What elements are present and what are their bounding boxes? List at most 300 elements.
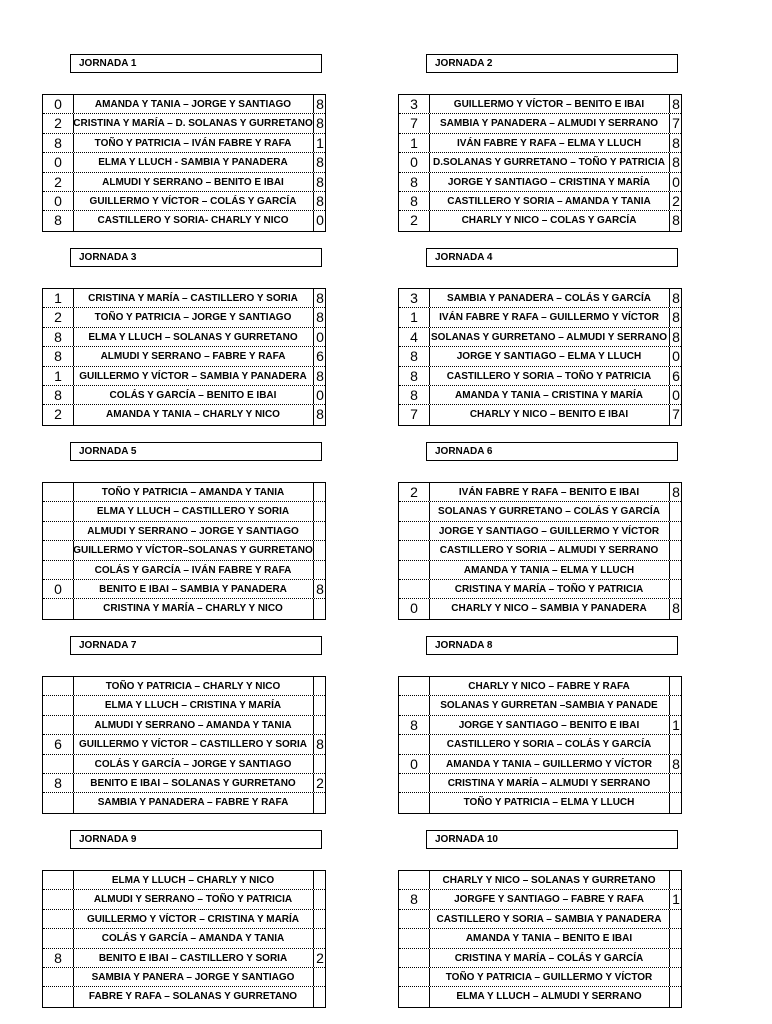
home-score: 8 <box>54 134 62 151</box>
match-row <box>399 405 681 424</box>
match-label: AMANDA Y TANIA – JORGE Y SANTIAGO <box>94 99 292 110</box>
match-label: AMANDA Y TANIA – BENITO E IBAI <box>465 933 633 945</box>
home-score <box>43 987 73 1006</box>
match-label: CRISTINA Y MARÍA – CHARLY Y NICO <box>103 603 283 615</box>
match-row <box>43 289 325 308</box>
matches-table <box>42 94 326 232</box>
home-score: 0 <box>410 755 418 772</box>
matches-table <box>42 482 326 620</box>
match-row <box>399 949 681 968</box>
match-label: TOÑO Y PATRICIA – JORGE Y SANTIAGO <box>94 312 292 324</box>
home-score <box>43 890 73 908</box>
match-row <box>399 929 681 948</box>
match-label: TOÑO Y PATRICIA – ELMA Y LLUCH <box>463 797 635 809</box>
matches-table <box>398 482 682 620</box>
home-score <box>399 793 429 812</box>
match-row <box>43 774 325 793</box>
home-score <box>399 968 429 986</box>
home-score <box>43 561 73 579</box>
away-score <box>313 968 327 986</box>
match-row <box>43 716 325 735</box>
match-row <box>399 735 681 754</box>
away-score: 2 <box>316 949 324 966</box>
match-label: CASTILLERO Y SORIA- CHARLY Y NICO <box>97 215 289 227</box>
match-row <box>399 153 681 172</box>
match-row <box>43 580 325 599</box>
match-label: TOÑO Y PATRICIA – GUILLERMO Y VÍCTOR <box>445 971 653 983</box>
home-score: 2 <box>410 212 418 229</box>
match-row <box>399 580 681 599</box>
away-score: 8 <box>316 367 324 384</box>
away-score <box>669 871 683 889</box>
match-label: CASTILLERO Y SORIA – COLÁS Y GARCÍA <box>446 739 652 751</box>
jornada-title: JORNADA 3 <box>70 248 322 267</box>
match-row <box>399 211 681 230</box>
home-score <box>43 522 73 540</box>
away-score <box>313 755 327 773</box>
home-score <box>43 483 73 501</box>
match-row <box>43 793 325 812</box>
home-score: 4 <box>410 328 418 345</box>
match-label: COLÁS Y GARCÍA – AMANDA Y TANIA <box>101 933 285 945</box>
home-score: 7 <box>410 115 418 132</box>
home-score <box>43 599 73 618</box>
match-row <box>43 134 325 153</box>
away-score <box>313 541 327 559</box>
away-score <box>669 929 683 947</box>
match-label: ELMA Y LLUCH – CRISTINA Y MARÍA <box>104 700 282 712</box>
matches-table <box>42 288 326 426</box>
home-score <box>43 968 73 986</box>
match-label: GUILLERMO Y VÍCTOR – CASTILLERO Y SORIA <box>79 739 307 751</box>
match-row <box>43 114 325 133</box>
match-row <box>43 949 325 968</box>
away-score: 1 <box>672 716 680 733</box>
away-score <box>669 580 683 598</box>
match-label: ALMUDI Y SERRANO – BENITO E IBAI <box>102 176 284 188</box>
away-score <box>669 949 683 967</box>
match-label: ELMA Y LLUCH – CASTILLERO Y SORIA <box>96 506 290 518</box>
match-label: IVÁN FABRE Y RAFA – BENITO E IBAI <box>458 487 640 498</box>
match-label: CHARLY Y NICO – COLAS Y GARCÍA <box>461 215 637 227</box>
match-row <box>399 968 681 987</box>
jornada-title: JORNADA 5 <box>70 442 322 461</box>
home-score: 7 <box>410 406 418 423</box>
home-score <box>399 677 429 695</box>
jornada-title: JORNADA 2 <box>426 54 678 73</box>
away-score: 8 <box>316 736 324 753</box>
match-label: GUILLERMO Y VÍCTOR – CRISTINA Y MARÍA <box>86 913 300 925</box>
away-score: 2 <box>672 192 680 209</box>
home-score <box>399 502 429 520</box>
match-label: SOLANAS Y GURRETANO – COLÁS Y GARCÍA <box>438 506 660 518</box>
home-score <box>399 735 429 753</box>
match-label: CHARLY Y NICO – SOLANAS Y GURRETANO <box>442 875 656 886</box>
match-row <box>399 677 681 696</box>
match-row <box>399 134 681 153</box>
match-label: JORGFE Y SANTIAGO – FABRE Y RAFA <box>454 894 644 906</box>
match-row <box>399 483 681 502</box>
match-row <box>43 502 325 521</box>
match-row <box>43 871 325 890</box>
away-score: 8 <box>672 484 680 500</box>
home-score <box>399 987 429 1006</box>
match-label: JORGE Y SANTIAGO – CRISTINA Y MARÍA <box>447 176 651 188</box>
match-label: ELMA Y LLUCH – CHARLY Y NICO <box>111 875 275 886</box>
match-row <box>43 599 325 618</box>
home-score <box>43 793 73 812</box>
match-label: D.SOLANAS Y GURRETANO – TOÑO Y PATRICIA <box>433 157 665 169</box>
match-label: ELMA Y LLUCH – SOLANAS Y GURRETANO <box>88 331 298 343</box>
matches-table <box>42 870 326 1008</box>
match-label: COLÁS Y GARCÍA – BENITO E IBAI <box>109 389 277 401</box>
match-label: JORGE Y SANTIAGO – GUILLERMO Y VÍCTOR <box>438 525 660 537</box>
match-label: SAMBIA Y PANADERA – FABRE Y RAFA <box>97 797 289 809</box>
matches-table <box>398 288 682 426</box>
match-label: CASTILLERO Y SORIA – AMANDA Y TANIA <box>447 195 651 207</box>
home-score: 2 <box>54 115 62 132</box>
away-score: 6 <box>672 367 680 384</box>
home-score <box>399 774 429 792</box>
match-row <box>399 910 681 929</box>
match-row <box>43 173 325 192</box>
home-score: 1 <box>54 290 62 306</box>
home-score <box>399 522 429 540</box>
match-label: GUILLERMO Y VÍCTOR – BENITO E IBAI <box>453 99 645 110</box>
match-row <box>43 735 325 754</box>
away-score <box>313 890 327 908</box>
home-score <box>43 677 73 695</box>
home-score: 0 <box>410 154 418 171</box>
match-row <box>43 386 325 405</box>
match-row <box>43 561 325 580</box>
away-score <box>313 716 327 734</box>
match-row <box>399 95 681 114</box>
match-label: SAMBIA Y PANADERA – ALMUDI Y SERRANO <box>440 118 658 130</box>
away-score: 8 <box>672 328 680 345</box>
match-row <box>399 192 681 211</box>
match-label: ALMUDI Y SERRANO – JORGE Y SANTIAGO <box>87 525 299 537</box>
home-score: 8 <box>54 774 62 791</box>
match-label: COLÁS Y GARCÍA – JORGE Y SANTIAGO <box>94 758 292 770</box>
match-label: CHARLY Y NICO – BENITO E IBAI <box>469 409 629 421</box>
match-label: CRISTINA Y MARÍA – ALMUDI Y SERRANO <box>447 777 651 789</box>
away-score: 1 <box>316 134 324 151</box>
home-score <box>43 696 73 714</box>
match-label: GUILLERMO Y VÍCTOR – SAMBIA Y PANADERA <box>79 370 307 382</box>
home-score: 8 <box>410 367 418 384</box>
home-score: 8 <box>410 386 418 403</box>
home-score <box>399 949 429 967</box>
home-score: 8 <box>54 212 62 229</box>
jornada-title: JORNADA 10 <box>426 830 678 849</box>
away-score <box>313 677 327 695</box>
match-row <box>399 347 681 366</box>
match-label: GUILLERMO Y VÍCTOR – COLÁS Y GARCÍA <box>89 195 297 207</box>
away-score <box>669 541 683 559</box>
match-row <box>43 541 325 560</box>
match-row <box>399 987 681 1006</box>
home-score: 8 <box>410 348 418 365</box>
match-row <box>43 367 325 386</box>
home-score: 0 <box>54 192 62 209</box>
match-row <box>43 987 325 1006</box>
match-row <box>43 929 325 948</box>
away-score: 8 <box>672 134 680 151</box>
home-score <box>43 871 73 889</box>
match-row <box>43 328 325 347</box>
match-label: SOLANAS Y GURRETAN –SAMBIA Y PANADE <box>440 700 658 712</box>
match-row <box>399 696 681 715</box>
match-row <box>43 677 325 696</box>
jornada-title: JORNADA 1 <box>70 54 322 73</box>
away-score: 8 <box>316 406 324 423</box>
away-score <box>669 774 683 792</box>
match-label: SAMBIA Y PANERA – JORGE Y SANTIAGO <box>91 971 295 983</box>
away-score <box>313 483 327 501</box>
away-score: 0 <box>672 173 680 190</box>
match-label: CRISTINA Y MARÍA – COLÁS Y GARCÍA <box>454 952 644 964</box>
away-score <box>669 910 683 928</box>
away-score <box>313 502 327 520</box>
home-score: 1 <box>54 367 62 384</box>
match-row <box>399 502 681 521</box>
match-row <box>399 328 681 347</box>
home-score: 8 <box>410 891 418 908</box>
home-score: 8 <box>410 192 418 209</box>
match-row <box>399 716 681 735</box>
match-row <box>399 289 681 308</box>
match-label: TOÑO Y PATRICIA – AMANDA Y TANIA <box>101 487 285 498</box>
match-label: FABRE Y RAFA – SOLANAS Y GURRETANO <box>88 991 298 1003</box>
away-score: 8 <box>672 755 680 772</box>
home-score: 1 <box>410 309 418 326</box>
match-row <box>43 755 325 774</box>
match-row <box>43 890 325 909</box>
home-score: 0 <box>54 96 62 112</box>
home-score: 0 <box>54 154 62 171</box>
matches-table <box>42 676 326 814</box>
away-score <box>669 677 683 695</box>
match-label: IVÁN FABRE Y RAFA – GUILLERMO Y VÍCTOR <box>439 312 659 324</box>
match-label: ELMA Y LLUCH – ALMUDI Y SERRANO <box>456 991 642 1003</box>
match-row <box>43 968 325 987</box>
matches-table <box>398 676 682 814</box>
match-row <box>43 910 325 929</box>
home-score <box>399 910 429 928</box>
away-score: 0 <box>672 386 680 403</box>
away-score <box>313 696 327 714</box>
match-label: BENITO E IBAI – CASTILLERO Y SORIA <box>98 952 288 964</box>
away-score: 7 <box>672 115 680 132</box>
home-score <box>399 929 429 947</box>
away-score <box>669 561 683 579</box>
away-score: 8 <box>316 173 324 190</box>
home-score <box>399 871 429 889</box>
away-score: 8 <box>316 580 324 597</box>
jornada-title: JORNADA 9 <box>70 830 322 849</box>
match-label: BENITO E IBAI – SOLANAS Y GURRETANO <box>90 777 296 789</box>
match-row <box>399 522 681 541</box>
match-label: CHARLY Y NICO – SAMBIA Y PANADERA <box>451 603 647 615</box>
away-score: 8 <box>672 212 680 229</box>
away-score: 8 <box>316 290 324 306</box>
away-score: 8 <box>672 290 680 306</box>
match-row <box>399 755 681 774</box>
away-score <box>313 522 327 540</box>
home-score: 0 <box>54 580 62 597</box>
jornada-title: JORNADA 4 <box>426 248 678 267</box>
away-score: 6 <box>316 348 324 365</box>
match-label: CASTILLERO Y SORIA – TOÑO Y PATRICIA <box>446 370 652 382</box>
home-score: 0 <box>410 600 418 617</box>
away-score <box>313 599 327 618</box>
home-score: 3 <box>410 290 418 306</box>
jornada-title: JORNADA 8 <box>426 636 678 655</box>
match-label: ALMUDI Y SERRANO – FABRE Y RAFA <box>100 351 286 363</box>
away-score: 8 <box>672 309 680 326</box>
away-score: 8 <box>316 96 324 112</box>
away-score: 2 <box>316 774 324 791</box>
match-row <box>43 211 325 230</box>
away-score <box>313 929 327 947</box>
match-row <box>399 367 681 386</box>
away-score <box>669 502 683 520</box>
home-score: 6 <box>54 736 62 753</box>
home-score <box>43 716 73 734</box>
away-score <box>669 987 683 1006</box>
jornada-title: JORNADA 7 <box>70 636 322 655</box>
home-score <box>43 910 73 928</box>
away-score: 7 <box>672 406 680 423</box>
away-score: 8 <box>672 600 680 617</box>
home-score: 2 <box>54 406 62 423</box>
home-score: 3 <box>410 96 418 112</box>
match-label: AMANDA Y TANIA – GUILLERMO Y VÍCTOR <box>446 758 652 770</box>
match-label: CRISTINA Y MARÍA – CASTILLERO Y SORIA <box>88 293 298 304</box>
home-score <box>43 755 73 773</box>
home-score <box>43 502 73 520</box>
match-label: CASTILLERO Y SORIA – SAMBIA Y PANADERA <box>436 913 662 925</box>
match-row <box>43 696 325 715</box>
match-row <box>399 308 681 327</box>
match-row <box>43 308 325 327</box>
match-row <box>399 386 681 405</box>
match-row <box>43 153 325 172</box>
away-score <box>313 910 327 928</box>
home-score: 8 <box>54 328 62 345</box>
home-score <box>43 929 73 947</box>
match-label: JORGE Y SANTIAGO – BENITO E IBAI <box>458 719 640 731</box>
match-label: CRISTINA Y MARÍA – D. SOLANAS Y GURRETANO <box>73 118 313 130</box>
away-score <box>313 987 327 1006</box>
home-score <box>399 561 429 579</box>
match-row <box>43 522 325 541</box>
home-score: 2 <box>54 173 62 190</box>
home-score <box>399 541 429 559</box>
away-score: 1 <box>672 891 680 908</box>
away-score: 8 <box>316 154 324 171</box>
away-score: 8 <box>672 96 680 112</box>
home-score <box>399 696 429 714</box>
away-score: 0 <box>316 328 324 345</box>
away-score <box>669 968 683 986</box>
matches-table <box>398 870 682 1008</box>
home-score: 2 <box>54 309 62 326</box>
match-row <box>399 599 681 618</box>
match-label: CHARLY Y NICO – FABRE Y RAFA <box>468 681 630 692</box>
away-score: 0 <box>316 386 324 403</box>
away-score <box>669 735 683 753</box>
match-label: TOÑO Y PATRICIA – CHARLY Y NICO <box>105 681 281 692</box>
home-score: 8 <box>410 173 418 190</box>
away-score <box>669 522 683 540</box>
away-score: 8 <box>672 154 680 171</box>
match-label: CASTILLERO Y SORIA – ALMUDI Y SERRANO <box>439 545 659 557</box>
home-score: 8 <box>54 386 62 403</box>
match-label: ALMUDI Y SERRANO – TOÑO Y PATRICIA <box>93 894 293 906</box>
jornada-title: JORNADA 6 <box>426 442 678 461</box>
match-row <box>399 871 681 890</box>
away-score: 0 <box>316 212 324 229</box>
match-label: COLÁS Y GARCÍA – IVÁN FABRE Y RAFA <box>94 564 292 576</box>
match-label: SOLANAS Y GURRETANO – ALMUDI Y SERRANO <box>431 331 667 343</box>
match-row <box>399 774 681 793</box>
away-score <box>313 793 327 812</box>
home-score: 8 <box>54 949 62 966</box>
match-label: ELMA Y LLUCH - SAMBIA Y PANADERA <box>98 157 288 169</box>
home-score: 8 <box>54 348 62 365</box>
match-label: ALMUDI Y SERRANO – AMANDA Y TANIA <box>94 719 292 731</box>
match-row <box>399 561 681 580</box>
match-row <box>43 483 325 502</box>
away-score: 8 <box>316 115 324 132</box>
away-score <box>313 871 327 889</box>
away-score <box>313 561 327 579</box>
away-score: 0 <box>672 348 680 365</box>
match-row <box>399 173 681 192</box>
match-row <box>43 95 325 114</box>
match-label: AMANDA Y TANIA – CRISTINA Y MARÍA <box>455 389 643 401</box>
match-label: IVÁN FABRE Y RAFA – ELMA Y LLUCH <box>456 137 642 149</box>
match-label: CRISTINA Y MARÍA – TOÑO Y PATRICIA <box>454 583 644 595</box>
match-row <box>399 114 681 133</box>
home-score: 8 <box>410 716 418 733</box>
match-row <box>399 793 681 812</box>
match-row <box>399 890 681 909</box>
away-score <box>669 696 683 714</box>
match-row <box>43 405 325 424</box>
match-label: JORGE Y SANTIAGO – ELMA Y LLUCH <box>456 351 642 363</box>
match-label: SAMBIA Y PANADERA – COLÁS Y GARCÍA <box>447 293 651 304</box>
home-score: 1 <box>410 134 418 151</box>
match-row <box>399 541 681 560</box>
match-label: BENITO E IBAI – SAMBIA Y PANADERA <box>99 583 287 595</box>
match-row <box>43 347 325 366</box>
home-score <box>43 541 73 559</box>
away-score: 8 <box>316 192 324 209</box>
match-label: TOÑO Y PATRICIA – IVÁN FABRE Y RAFA <box>94 137 292 149</box>
away-score <box>669 793 683 812</box>
match-label: AMANDA Y TANIA – CHARLY Y NICO <box>106 409 280 421</box>
match-row <box>43 192 325 211</box>
matches-table <box>398 94 682 232</box>
match-label: AMANDA Y TANIA – ELMA Y LLUCH <box>463 564 635 576</box>
away-score: 8 <box>316 309 324 326</box>
home-score <box>399 580 429 598</box>
home-score: 2 <box>410 484 418 500</box>
match-label: GUILLERMO Y VÍCTOR–SOLANAS Y GURRETANO <box>73 545 313 557</box>
